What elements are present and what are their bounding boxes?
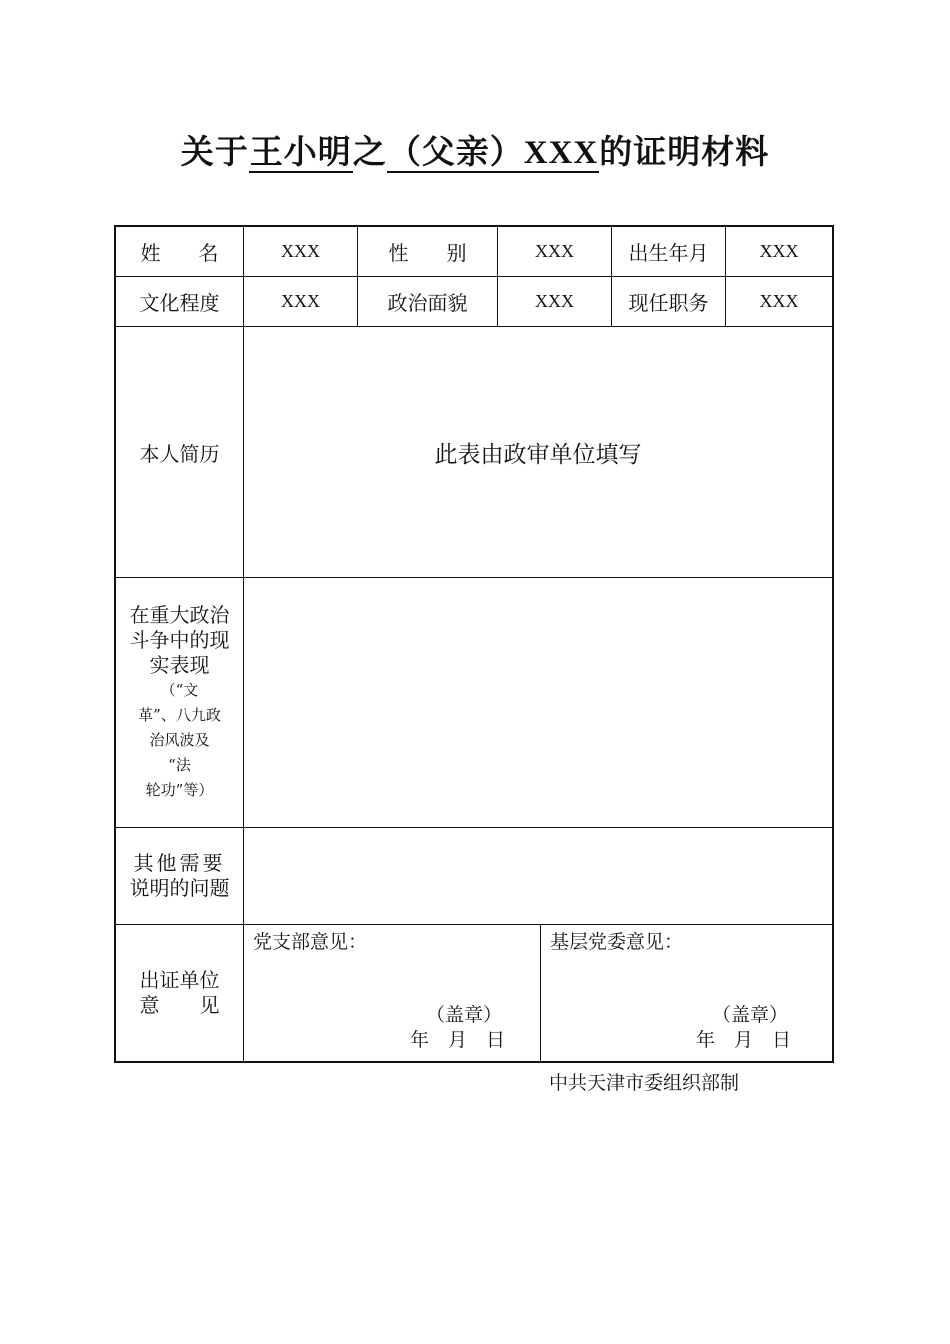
education-value[interactable]: XXX [244, 277, 358, 327]
other-issues-field[interactable] [244, 828, 832, 925]
branch-date: 年 月 日 [410, 1029, 506, 1051]
resume-field[interactable] [244, 327, 832, 578]
birth-label: 出生年月 [612, 227, 726, 277]
certificate-form [114, 225, 834, 1063]
name-label: 姓 名 [116, 227, 244, 277]
position-label: 现任职务 [612, 277, 726, 327]
political-label: 政治面貌 [358, 277, 498, 327]
position-value[interactable]: XXX [726, 277, 832, 327]
committee-date: 年 月 日 [696, 1029, 792, 1051]
title-suffix: 的证明材料 [599, 132, 770, 171]
title-prefix: 关于 [180, 132, 249, 171]
title-connector: 之 [352, 132, 387, 171]
education-label: 文化程度 [116, 277, 244, 327]
branch-seal: （盖章） [426, 1004, 503, 1026]
committee-seal: （盖章） [712, 1004, 789, 1026]
gender-label: 性 别 [358, 227, 498, 277]
political-value[interactable]: XXX [498, 277, 612, 327]
title-subject-blank: 王小明 [249, 132, 352, 171]
performance-label: 在重大政治 斗争中的现 实表现 （“文 革”、八九政 治风波及 “法 轮功”等） [116, 578, 244, 828]
branch-opinion-title: 党支部意见： [253, 931, 368, 953]
other-issues-label: 其他需要 说明的问题 [116, 828, 244, 925]
resume-note: 此表由政审单位填写 [434, 441, 642, 468]
certifier-label: 出证单位 意 见 [116, 925, 244, 1061]
name-value[interactable]: XXX [244, 227, 358, 277]
issuer-note: 中共天津市委组织部制 [549, 1072, 740, 1094]
committee-opinion-title: 基层党委意见： [550, 931, 684, 953]
title-relation: （父亲） [387, 132, 524, 171]
resume-label: 本人简历 [116, 327, 244, 578]
page-title [0, 126, 950, 173]
committee-opinion-field[interactable] [541, 925, 832, 1061]
branch-opinion-field[interactable] [244, 925, 541, 1061]
title-name-blank: XXX [523, 135, 599, 171]
gender-value[interactable]: XXX [498, 227, 612, 277]
birth-value[interactable]: XXX [726, 227, 832, 277]
performance-field[interactable] [244, 578, 832, 828]
